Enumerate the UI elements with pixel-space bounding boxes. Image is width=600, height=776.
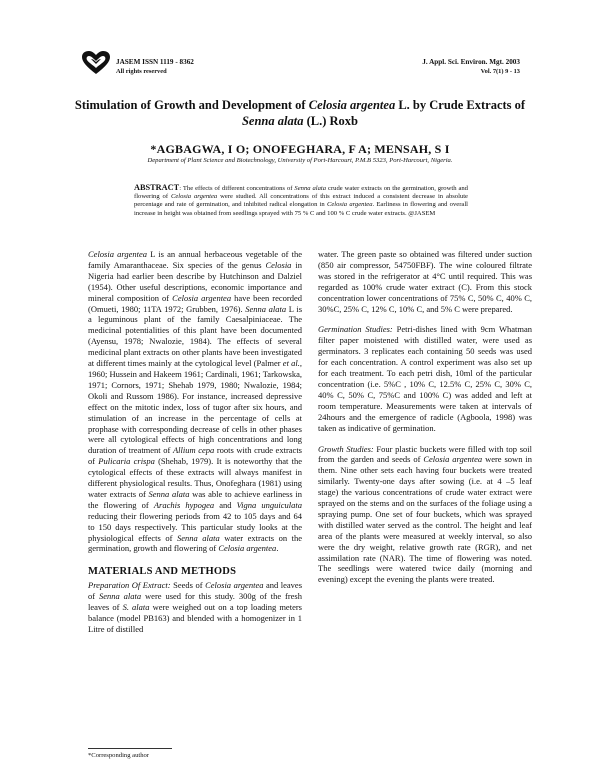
title-text: L. by Crude Extracts of bbox=[395, 98, 526, 112]
species-name: Arachis hypogea bbox=[153, 499, 215, 510]
body-text: roots with crude extracts of bbox=[88, 445, 302, 467]
abstract-text: crude water extracts on the germination, growth and flowering of bbox=[134, 185, 468, 201]
title-species: Celosia argentea bbox=[308, 98, 396, 112]
abstract-species: Senna alata bbox=[294, 185, 327, 192]
section-heading-methods: MATERIALS AND METHODS bbox=[88, 566, 237, 578]
paper-title bbox=[70, 97, 530, 129]
body-text: . bbox=[276, 543, 279, 554]
body-text: L is a leguminous plant of the family Caesalpiniaceae. The medicinal potentialities of this plant have been documented (Ayensu, 1978; Nwalozie, 1984). The effects of several medicinal plant extracts on other plants have been investigated at different times mainly at the cytological level (Palmer bbox=[88, 303, 302, 369]
body-text: water. The green paste so obtained was filtered under suction (850 air compressor, 54750FBF). The wine coloured filtrate was stored in the refrigerator at 4°C until required. This was regarded as 100% crude water extract (C). From this stock concentration lower concentrations of 75% C, 50% C, 40% C, 30%C, 25% C, 12% C, 10% C, and 5% C were prepared. bbox=[318, 249, 532, 314]
species-name: Senna alata bbox=[98, 591, 142, 602]
body-text: was able to achieve earliness in the flowering of bbox=[88, 488, 302, 510]
journal-header bbox=[116, 58, 194, 76]
journal-issn: JASEM ISSN 1119 - 8362 bbox=[116, 58, 194, 66]
intro-paragraph bbox=[88, 249, 302, 554]
body-text: water extracts on the germination, growth and flowering of bbox=[88, 532, 302, 554]
abstract-species: Celosia argentea bbox=[326, 201, 373, 209]
title-text: Stimulation of Growth and Development of bbox=[74, 98, 309, 112]
abstract-species: Celosia argentea bbox=[170, 193, 218, 201]
title-text: (L.) Roxb bbox=[303, 114, 358, 128]
species-name: Allium cepa bbox=[172, 445, 215, 456]
footnote-divider bbox=[88, 748, 172, 749]
citation-journal: J. Appl. Sci. Environ. Mgt. 2003 bbox=[422, 58, 520, 66]
abstract-text: . Earliness in flowering and overall increase in height was obtained from seedlings sprayed with 75 % C and 100 % C crude water extracts. @JASEM bbox=[134, 201, 468, 217]
species-name: Celosia argentea bbox=[205, 580, 264, 591]
body-text: have been recorded (Omueti, 1980; 11TA 1972; Grubben, 1976). bbox=[88, 292, 302, 314]
citation-volume: Vol. 7(1) 9 - 13 bbox=[480, 68, 520, 75]
authors: *AGBAGWA, I O; ONOFEGHARA, F A; MENSAH, S I bbox=[150, 142, 450, 156]
column-left bbox=[88, 249, 302, 635]
body-text: reducing their flowering periods from 42 to 105 days and 64 to 150 days respectively. This particular study looks at the physiological effects of bbox=[88, 510, 302, 543]
body-text: and bbox=[214, 499, 237, 510]
body-text: and leaves of bbox=[88, 580, 303, 602]
citation-block bbox=[422, 58, 520, 76]
affiliation: Department of Plant Science and Biotechnology, University of Port-Harcourt, P.M.B 5323, Port-Harcourt, Nigeria. bbox=[147, 157, 453, 164]
growth-paragraph bbox=[318, 444, 532, 586]
body-text: were sown in them. Nine other sets each having four buckets were treated similarly. Twenty-one days after sowing (i.e. at 4 –5 leaf stage) the various concentrations of crude water extract were sprayed on the stems and on the surfaces of the foliage using a spraying pump. One set of four buckets, which was sprayed with distilled water served as the control. The height and leaf area of the plants were measured at weekly interval, so also were the dry weight, relative growth rate (RGR), and net assimilation rate (NAR). The time of flowering was noted. The seedlings were watered twice daily (morning and evening) except the evening the plants were treated. bbox=[318, 454, 532, 585]
body-text: (Shehab, 1979). It is noteworthy that the cytological effects of these extracts will always manifest in different physiological results. Thus, Onofeghara (1981) using water extracts of bbox=[88, 456, 302, 499]
species-name: Celosia bbox=[265, 259, 292, 270]
abstract-text: were studied. All concentrations of this extract induced a consistent decrease in absolute percentage and rate of germination, and inhibited radical elongation in bbox=[134, 193, 468, 209]
species-name: Vigna unguiculata bbox=[236, 499, 303, 510]
title-species: Senna alata bbox=[241, 114, 304, 128]
species-name: Senna alata bbox=[245, 303, 287, 314]
abstract bbox=[134, 184, 468, 218]
species-name: Celosia argentea bbox=[172, 292, 232, 303]
species-name: Pulicaria crispa bbox=[98, 456, 155, 467]
rights-reserved: All rights reserved bbox=[116, 68, 167, 75]
species-name: S. alata bbox=[122, 602, 150, 613]
species-name: Celosia argentea bbox=[218, 543, 277, 554]
body-text: were weighed out on a top loading meters balance (model PB163) and blended with a homogenizer in 1 Litre of distilled bbox=[88, 602, 302, 634]
footnote: *Corresponding author bbox=[88, 752, 149, 759]
body-text: in Nigeria had earlier been describe by Hutchinson and Dalziel (1954). Other useful descriptions, economic importance and mineral composition of bbox=[88, 259, 302, 303]
species-name: et al. bbox=[282, 358, 300, 369]
species-name: Senna alata bbox=[176, 532, 220, 543]
body-text: Seeds of bbox=[170, 580, 206, 591]
subsection-label: Preparation Of Extract: bbox=[88, 580, 171, 591]
column-right bbox=[318, 249, 532, 585]
subsection-label: Germination Studies: bbox=[318, 324, 393, 335]
body-text: , 1960; Hussein and Hakeem 1961; Cardinali, 1961; Tarkowska, 1971; Cornors, 1971; Shehab 1979, 1980; Nwalozie, 1984; Okoli and Russom 1986). For instance, increased depressive effect on the mitotic index, loss of tugor after six hours, and stimulation of an increase in the percentage of cells at prophase with corresponding decrease of cells in other phases were all cytological effects of high concentrations and long duration of treatment of bbox=[88, 358, 302, 456]
subsection-label: Growth Studies: bbox=[318, 443, 374, 454]
prep-paragraph bbox=[88, 580, 302, 635]
jasem-logo-icon bbox=[81, 50, 111, 76]
species-name: Senna alata bbox=[148, 488, 190, 499]
body-text: Four plastic buckets were filled with top soil from the garden and seeds of bbox=[318, 443, 532, 465]
body-text: L is an annual herbaceous vegetable of the family Amaranthaceae. Six species of the genus bbox=[88, 249, 303, 270]
species-name: Celosia argentea bbox=[423, 454, 483, 465]
body-text: Petri-dishes lined with 9cm Whatman filter paper moistened with distilled water, were used as germinators. 3 replicates each containing 50 seeds was used for each concentration. A control experiment was also set up for each treatment. To each petri dish, 10ml of the particular concentration (i.e. 5%C , 10% C, 12.5% C, 25% C, 30% C, 40% C, 50% C, 75%C and 100% C) was added and left at room temperature. Measurements were taken at intervals of 24hours and the emergence of radicle (Agboola, 1998) was taken as indicative of germination. bbox=[318, 324, 533, 433]
body-text: were used for this study. 300g of the fresh leaves of bbox=[88, 591, 302, 613]
species-name: Celosia argentea bbox=[88, 249, 148, 259]
prep-paragraph-continued bbox=[318, 249, 532, 314]
germination-paragraph bbox=[318, 324, 532, 433]
abstract-label: ABSTRACT bbox=[134, 183, 180, 192]
abstract-text: : The effects of different concentrations of bbox=[179, 185, 295, 192]
